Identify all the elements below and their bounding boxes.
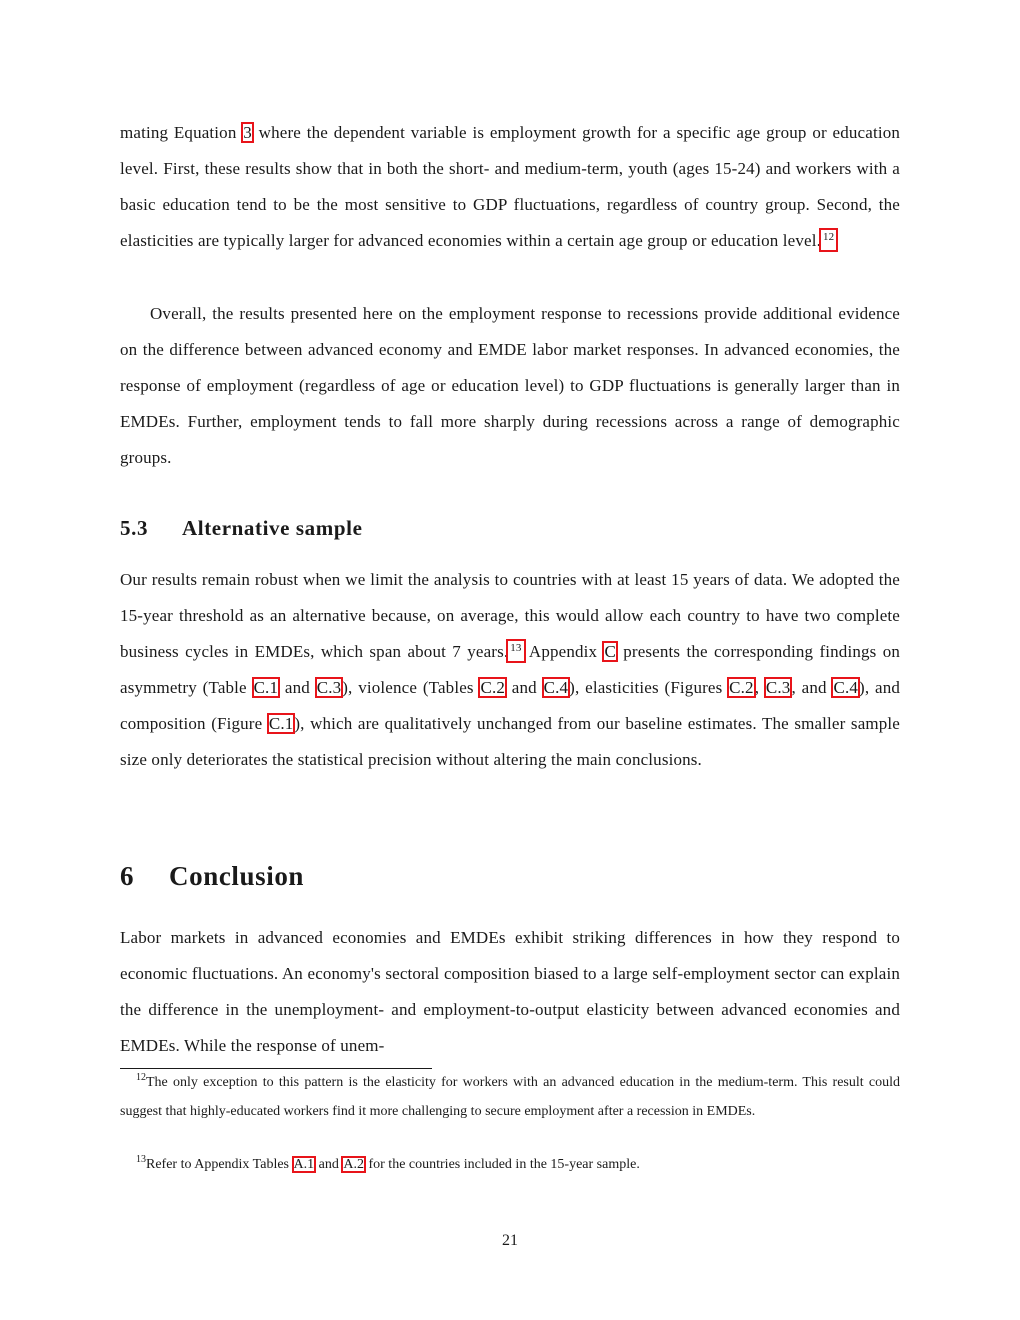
appendix-c-link[interactable]: C [604, 642, 616, 661]
footnote-13 [120, 1150, 900, 1179]
footnote-text: The only exception to this pattern is the elasticity for workers with an advanced education in the medium-term. This result could suggest that highly-educated workers find it more challenging to secure employment after a recession in EMDEs. [120, 1075, 900, 1119]
footnote-13-link[interactable]: 13 [508, 641, 523, 661]
text-run: presents the corresponding findings on asymmetry (Table [120, 642, 900, 697]
figure-c4-link[interactable]: C.4 [833, 678, 859, 697]
text-run: ), which are qualitatively unchanged from our baseline estimates. The smaller sample size only deteriorates the statistical precision without altering the main conclusions. [120, 714, 900, 769]
footnote-mark: 12 [136, 1072, 146, 1083]
footnote-mark: 13 [136, 1154, 146, 1165]
paragraph-overall: Overall, the results presented here on the employment response to recessions provide additional evidence on the difference between advanced economy and EMDE labor market responses. In advanced economies, the response of employment (regardless of age or education level) to GDP fluctuations is generally larger than in EMDEs. Further, employment tends to fall more sharply during recessions across a range of demographic groups. [120, 304, 900, 467]
section-title: Conclusion [169, 861, 305, 891]
figure-c3-link[interactable]: C.3 [765, 678, 791, 697]
page-number: 21 [502, 1232, 518, 1249]
paragraph-conclusion: Labor markets in advanced economies and EMDEs exhibit striking differences in how they respond to economic fluctuations. An economy's sectoral composition biased to a large self-employment sector can explain the difference in the unemployment- and employment-to-output elasticity between advanced economies and EMDEs. While the response of unem- [120, 928, 900, 1055]
text-run: Appendix [523, 642, 604, 661]
text-run: and [506, 678, 543, 697]
text-run: ), elasticities (Figures [569, 678, 729, 697]
table-a2-link[interactable]: A.2 [343, 1157, 364, 1172]
text-run: , [754, 678, 765, 697]
section-number: 5.3 [120, 516, 149, 540]
text-run: Our results remain robust when we limit the analysis to countries with at least 15 years of data. We adopted the 15-year threshold as an alternative because, on average, this would allow each country to have two complete business cycles in EMDEs, which span about 7 years. [120, 570, 900, 661]
footnote-12-link[interactable]: 12 [821, 230, 836, 250]
table-a1-link[interactable]: A.1 [293, 1157, 315, 1172]
text-run: mating Equation [120, 123, 243, 142]
figure-c1-link[interactable]: C.1 [268, 714, 294, 733]
paragraph-alternative-sample [120, 562, 900, 778]
text-run: ), and composition (Figure [120, 678, 901, 733]
text-run: Refer to Appendix Tables [146, 1157, 293, 1172]
text-run: ), violence (Tables [342, 678, 480, 697]
section-heading-6 [120, 861, 304, 892]
table-c1-link[interactable]: C.1 [253, 678, 279, 697]
table-c4-link[interactable]: C.4 [543, 678, 569, 697]
section-title: Alternative sample [182, 516, 363, 540]
text-run: for the countries included in the 15-year sample. [364, 1157, 640, 1172]
text-run: and [279, 678, 316, 697]
text-run: , and [791, 678, 833, 697]
section-number: 6 [120, 861, 135, 891]
section-heading-5-3 [120, 516, 363, 541]
equation-link[interactable]: 3 [243, 123, 252, 142]
figure-c2-link[interactable]: C.2 [729, 678, 754, 697]
paragraph-employment-results [120, 115, 900, 259]
table-c2-link[interactable]: C.2 [480, 678, 506, 697]
footnote-12 [120, 1068, 900, 1126]
table-c3-link[interactable]: C.3 [316, 678, 342, 697]
text-run: and [315, 1157, 343, 1172]
text-run: where the dependent variable is employment growth for a specific age group or education level. First, these results show that in both the short- and medium-term, youth (ages 15-24) and workers with a basic education tend to be the most sensitive to GDP fluctuations, regardless of country group. Second, the elasticities are typically larger for advanced economies within a certain age group or education level. [120, 123, 900, 250]
